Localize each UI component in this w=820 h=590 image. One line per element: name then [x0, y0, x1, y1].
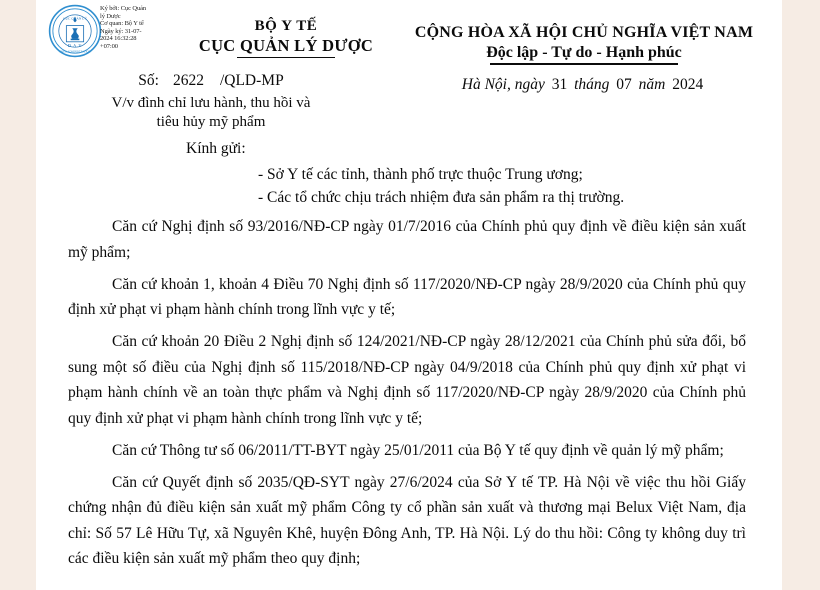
document-page	[36, 0, 782, 590]
document-number-line	[36, 72, 386, 90]
place-and-date	[386, 76, 782, 94]
list-item: - Sở Y tế các tỉnh, thành phố trực thuộc Trung ương;	[258, 166, 583, 183]
month-label: tháng	[574, 76, 610, 93]
body-paragraph: Căn cứ khoản 20 Điều 2 Nghị định số 124/2021/NĐ-CP ngày 28/12/2021 của Chính phủ sửa đổi, bổ sung một số điều của Nghị định số 115/2018/NĐ-CP ngày 04/9/2018 của Chính phủ quy định xử phạt vi phạm hành chính về an toàn thực phẩm và Nghị định số 117/2020/NĐ-CP ngày 28/9/2020 của Chính phủ quy định xử phạt vi phạm hành chính trong lĩnh vực y tế;	[68, 333, 746, 427]
header-right-block	[386, 0, 782, 94]
svg-text:D.A.V: D.A.V	[67, 43, 83, 49]
recipients-block	[36, 140, 782, 209]
body-paragraph: Căn cứ khoản 1, khoản 4 Điều 70 Nghị định số 117/2020/NĐ-CP ngày 28/9/2020 của Chính phủ quy định xử phạt vi phạm hành chính trong lĩnh vực y tế;	[68, 275, 746, 318]
body-paragraph: Căn cứ Nghị định số 93/2016/NĐ-CP ngày 01/7/2016 của Chính phủ quy định về điều kiện sản xuất mỹ phẩm;	[68, 218, 746, 261]
body-paragraph: Căn cứ Thông tư số 06/2011/TT-BYT ngày 25/01/2011 của Bộ Y tế quy định về quản lý mỹ phẩm;	[112, 441, 724, 459]
document-header	[36, 0, 782, 132]
signature-line-1: Ký bởi: Cục Quản	[100, 5, 147, 12]
department-name: CỤC QUẢN LÝ DƯỢC	[198, 36, 374, 55]
national-motto: Độc lập - Tự do - Hạnh phúc	[486, 44, 682, 61]
signature-line-6: +07:00	[100, 42, 118, 50]
dav-seal-icon	[48, 4, 102, 58]
document-number-label: Số:	[138, 72, 159, 89]
svg-text:CỤC QUẢN LÝ: CỤC QUẢN LÝ	[63, 16, 87, 21]
digital-signature-stamp	[100, 5, 192, 51]
issuing-authority	[186, 18, 386, 56]
list-item: - Các tổ chức chịu trách nhiệm đưa sản phẩm ra thị trường.	[258, 189, 625, 206]
document-body	[36, 214, 782, 578]
signature-line-4: Ngày ký: 31-07-	[100, 27, 142, 35]
seal-and-signature-row	[36, 0, 386, 64]
body-paragraph: Căn cứ Quyết định số 2035/QĐ-SYT ngày 27/6/2024 của Sở Y tế TP. Hà Nội về việc thu hồi Giấy chứng nhận đủ điều kiện sản xuất mỹ phẩm Công ty cổ phần sản xuất và thương mại Belux Việt Nam, địa chỉ: Số 57 Lê Hữu Tự, xã Nguyên Khê, huyện Đông Anh, TP. Hà Nội. Lý do thu hồi: Công ty không duy trì các điều kiện sản xuất mỹ phẩm theo quy định;	[68, 473, 746, 567]
header-left-block	[36, 0, 386, 130]
national-title: CỘNG HÒA XÃ HỘI CHỦ NGHĨA VIỆT NAM	[414, 24, 754, 41]
subject-line-1: V/v đình chỉ lưu hành, thu hồi và	[111, 95, 311, 111]
salutation: Kính gửi:	[186, 140, 246, 157]
recipient-list	[258, 163, 782, 209]
document-number-value: 2622	[172, 72, 204, 89]
place-label: Hà Nội, ngày	[461, 76, 545, 93]
subject-line-2: tiêu hủy mỹ phẩm	[156, 114, 266, 130]
document-subject	[36, 94, 386, 132]
signature-line-5: 2024 16:32:28	[100, 35, 137, 43]
signature-line-2: lý Dược	[100, 12, 121, 20]
signature-line-3: Cơ quan: Bộ Y tế	[100, 20, 144, 28]
date-year: 2024	[672, 76, 704, 93]
date-month: 07	[616, 76, 632, 93]
ministry-name: BỘ Y TẾ	[254, 18, 318, 34]
year-label: năm	[638, 76, 666, 93]
svg-text:DRUG ADMINISTRATION: DRUG ADMINISTRATION	[59, 50, 91, 54]
date-day: 31	[551, 76, 568, 93]
document-number-suffix: /QLD-MP	[219, 72, 284, 89]
